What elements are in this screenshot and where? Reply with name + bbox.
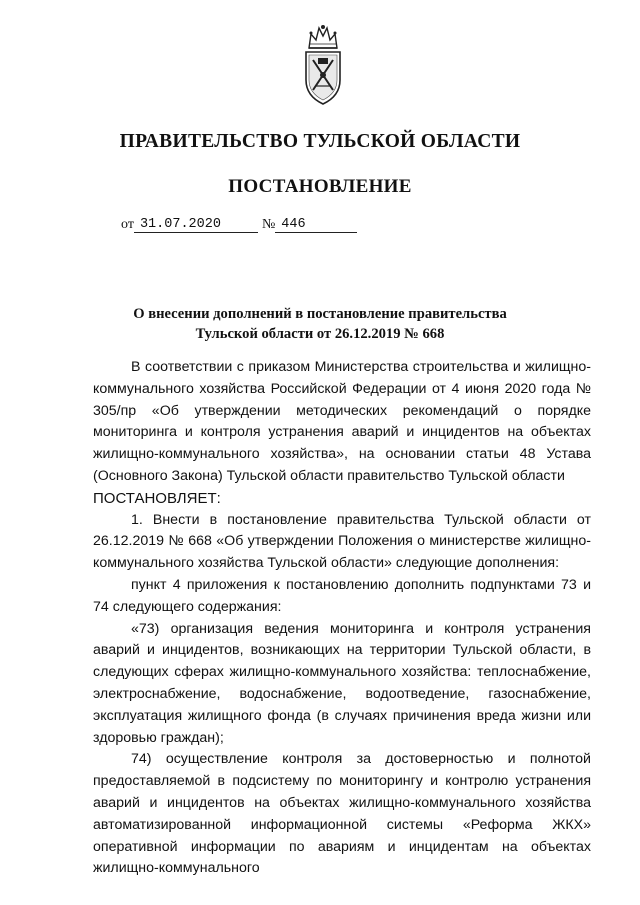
subject-line-2: Тульской области от 26.12.2019 № 668 [195,326,445,342]
subject-line-1: О внесении дополнений в постановление правительства [133,306,507,322]
date-prefix: от [121,217,134,232]
item-1-subparagraph: пункт 4 приложения к постановлению дополнить подпунктами 73 и 74 следующего содержания: [93,576,591,615]
number-prefix: № [261,217,276,232]
subitem-74-paragraph: 74) осуществление контроля за достоверностью и полнотой предоставляемой в подсистему по мониторингу и контролю устранения аварий и инцидентов на объектах жилищно-коммунального хозяйства автоматизированной информационной системы «Реформа ЖКХ» оперативной информации по авариям и инцидентам на объектах жилищно-коммунального [93,751,591,877]
document-body [93,357,591,880]
document-number: 446 [275,217,357,233]
preamble-paragraph: В соответствии с приказом Министерства строительства и жилищно-коммунального хозяйства Российской Федерации от 4 июня 2020 года № 305/пр «Об утверждении методических рекомендаций о порядке мониторинга и контроля устранения аварий и инцидентов на объектах жилищно-коммунального хозяйства», на основании статьи 48 Устава (Основного Закона) Тульской области правительство Тульской области [93,359,591,484]
document-date: 31.07.2020 [134,217,258,233]
subitem-73-paragraph: «73) организация ведения мониторинга и контроля устранения аварий и инцидентов, возникающих на территории Тульской области, в следующих сферах жилищно-коммунального хозяйства: теплоснабжение, электроснабжение, водоснабжение, водоотведение, газоснабжение, эксплуатация жилищного фонда (в случаях причинения вреда жизни или здоровью граждан); [93,620,591,746]
item-1-paragraph: 1. Внести в постановление правительства Тульской области от 26.12.2019 № 668 «Об утверждении Положения о министерстве жилищно-коммунального хозяйства Тульской области» следующие дополнения: [93,511,591,572]
document-type: ПОСТАНОВЛЕНИЕ [228,176,412,197]
resolves-heading: ПОСТАНОВЛЯЕТ: [93,489,221,507]
organization-title: ПРАВИТЕЛЬСТВО ТУЛЬСКОЙ ОБЛАСТИ [119,131,521,152]
tula-coat-of-arms-icon [300,22,346,112]
document-subject [60,304,580,344]
date-number-line [121,217,357,233]
